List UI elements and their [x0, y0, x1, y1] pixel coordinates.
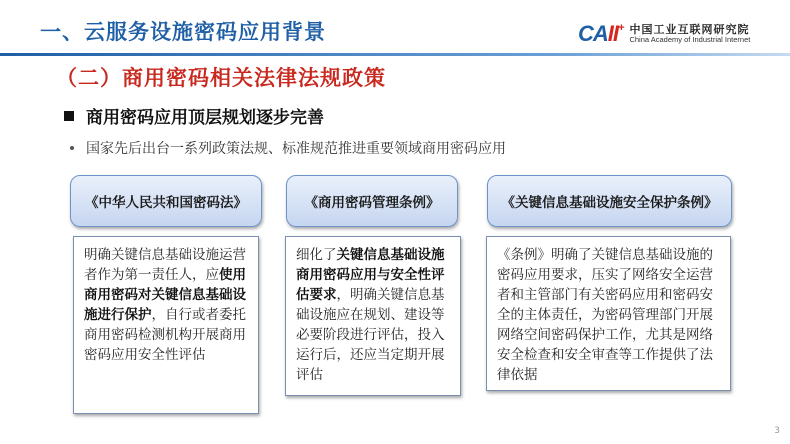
- law-desc-1: [73, 236, 259, 414]
- law-title-2: 《商用密码管理条例》: [286, 175, 458, 227]
- law-desc-1-part-a: 明确关键信息基础设施运营者作为第一责任人，应: [84, 247, 246, 283]
- logo-mark-a: A: [592, 21, 608, 46]
- logo-mark-ii: II: [607, 21, 619, 46]
- law-desc-1-part-c: ，自行或者委托商用密码检测机构开展商用密码应用安全性评估: [84, 307, 246, 363]
- law-title-3: 《关键信息基础设施安全保护条例》: [487, 175, 732, 227]
- logo-mark: [578, 23, 623, 45]
- logo: [578, 20, 750, 48]
- logo-mark-plus: +: [618, 22, 624, 34]
- law-desc-3: [486, 236, 731, 391]
- section-title: （二）商用密码相关法律法规政策: [56, 66, 386, 90]
- bullet-secondary: [70, 138, 506, 158]
- dot-bullet-icon: [70, 146, 74, 150]
- law-desc-2-part-b: 关键信息基础设施商用密码应用与安全性评估要求: [296, 247, 445, 303]
- logo-en: China Academy of Industrial Internet: [629, 34, 751, 44]
- law-desc-3-part-a: 《条例》明确了关键信息基础设施的密码应用要求，压实了网络安全运营者和主管部门有关密码应用和密码安全的主体责任，为密码管理部门开展网络空间密码保护工作，尤其是网络安全检查和安全审查等工作提供了法律依据: [497, 247, 713, 383]
- law-desc-1-part-b: 使用商用密码对关键信息基础设施进行保护: [84, 267, 246, 323]
- header-rule: [0, 53, 790, 56]
- square-bullet-icon: [64, 111, 74, 121]
- logo-mark-c: C: [578, 21, 593, 46]
- logo-text: [629, 24, 750, 44]
- logo-cn: 中国工业互联网研究院: [629, 22, 750, 36]
- law-desc-2-part-a: 细化了: [296, 247, 337, 263]
- law-desc-2: [285, 236, 461, 396]
- law-title-1: 《中华人民共和国密码法》: [70, 175, 262, 227]
- page-number: 3: [774, 426, 780, 436]
- bullet-primary: [64, 103, 324, 128]
- bullet-secondary-text: 国家先后出台一系列政策法规、标准规范推进重要领域商用密码应用: [86, 141, 506, 157]
- bullet-primary-text: 商用密码应用顶层规划逐步完善: [86, 108, 324, 128]
- page-header-title: 一、云服务设施密码应用背景: [40, 20, 326, 44]
- law-desc-2-part-c: ，明确关键信息基础设施应在规划、建设等必要阶段进行评估，投入运行后，还应当定期开展评估: [296, 287, 445, 383]
